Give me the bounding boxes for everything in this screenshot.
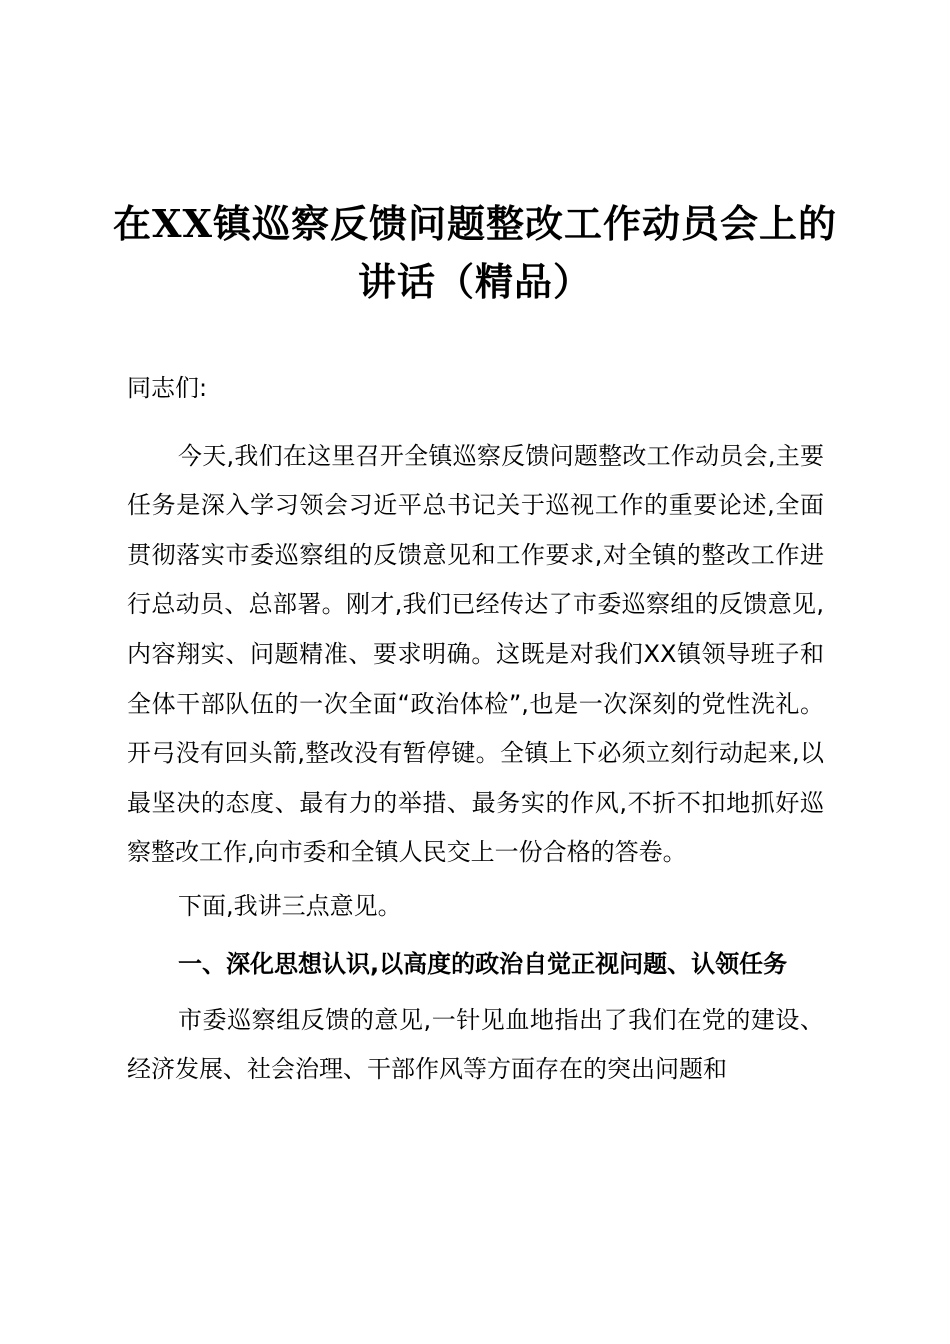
paragraph-opening: 今天,我们在这里召开全镇巡察反馈问题整改工作动员会,主要任务是深入学习领会习近平总书记关于巡视工作的重要论述,全面贯彻落实市委巡察组的反馈意见和工作要求,对全镇的整改工作进行总动员、总部署。刚才,我们已经传达了市委巡察组的反馈意见,内容翔实、问题精准、要求明确。这既是对我们XX镇领导班子和全体干部队伍的一次全面“政治体检”,也是一次深刻的党性洗礼。开弓没有回头箭,整改没有暂停键。全镇上下必须立刻行动起来,以最坚决的态度、最有力的举措、最务实的作风,不折不扣地抓好巡察整改工作,向市委和全镇人民交上一份合格的答卷。 [127, 441, 824, 867]
salutation: 同志们: [127, 374, 208, 402]
document-title: 在XX镇巡察反馈问题整改工作动员会上的讲话（精品） [113, 201, 837, 304]
paragraph-outline: 下面,我讲三点意见。 [178, 891, 402, 920]
section-paragraph-1: 市委巡察组反馈的意见,一针见血地指出了我们在党的建设、经济发展、社会治理、干部作风等方面存在的突出问题和 [127, 1005, 824, 1084]
section-heading-1: 一、深化思想认识,以高度的政治自觉正视问题、认领任务 [178, 949, 788, 978]
document-body [127, 364, 824, 1099]
